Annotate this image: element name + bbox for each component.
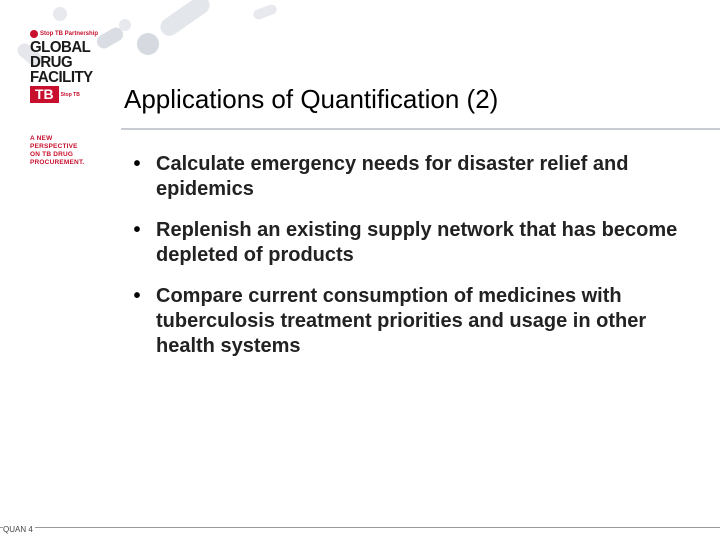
capsule-icon — [157, 0, 213, 39]
logo-tb-note: Stop TB — [60, 91, 80, 98]
slide-title: Applications of Quantification (2) — [124, 84, 499, 114]
list-item — [118, 152, 708, 202]
pill-icon — [137, 33, 159, 55]
stop-tb-icon — [30, 30, 38, 38]
tagline-line: ON TB DRUG — [30, 151, 74, 158]
bullet-marker: • — [133, 219, 141, 241]
bullet-text: Calculate emergency needs for disaster relief and epidemics — [156, 153, 629, 200]
capsule-icon — [252, 3, 278, 21]
bullet-text: Compare current consumption of medicines with tuberculosis treatment priorities and usage in other health systems — [156, 285, 647, 357]
tagline-line: A NEW — [30, 135, 53, 142]
stop-tb-label: Stop TB Partnership — [30, 30, 110, 38]
footer-label: QUAN 4 — [3, 525, 33, 534]
tagline-line: PROCUREMENT. — [30, 159, 85, 166]
logo-tagline — [30, 135, 110, 167]
list-item — [118, 218, 708, 268]
pill-icon — [119, 19, 131, 31]
bullet-text: Replenish an existing supply network that has become depleted of products — [156, 219, 678, 266]
logo-tb-badge: TB — [30, 86, 59, 103]
bullet-marker: • — [133, 153, 141, 175]
bullet-marker: • — [133, 285, 141, 307]
pill-icon — [53, 7, 67, 21]
global-drug-facility-logo — [30, 30, 110, 103]
logo-word-facility: FACILITY — [30, 68, 93, 87]
logo-word-global: GLOBAL — [30, 38, 91, 57]
list-item — [118, 284, 708, 359]
title-divider — [121, 128, 720, 130]
bullet-list — [118, 152, 708, 375]
footer-divider — [0, 527, 720, 528]
tagline-line: PERSPECTIVE — [30, 143, 78, 150]
logo-word-drug: DRUG — [30, 53, 73, 72]
